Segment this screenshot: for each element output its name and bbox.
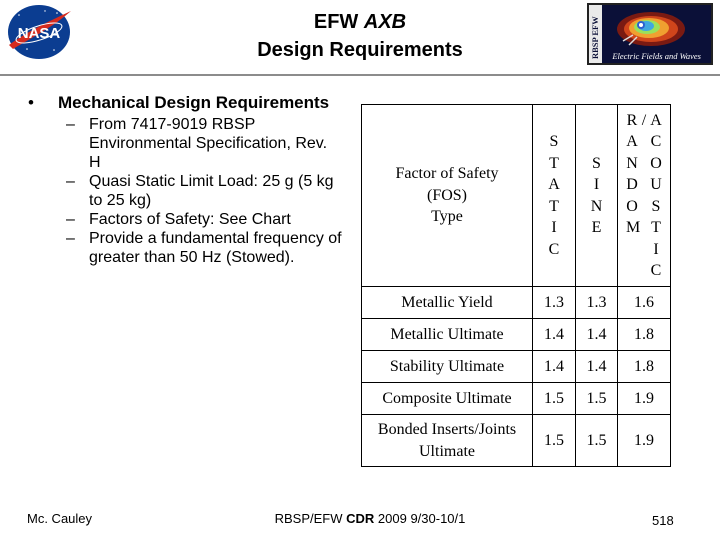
table-row xyxy=(362,287,671,319)
bullet-dot-icon: • xyxy=(28,93,34,112)
requirements-text xyxy=(22,93,342,267)
header-letter: A xyxy=(650,111,662,129)
sub-bullet-text: Factors of Safety: See Chart xyxy=(89,211,291,228)
cell-sine: 1.5 xyxy=(576,383,618,415)
sub-bullet-text: Quasi Static Limit Load: 25 g (5 kg to 25 kg) xyxy=(89,173,334,209)
header-random-letters xyxy=(626,110,641,282)
rbsp-efw-logo xyxy=(587,3,713,65)
header-letter: A xyxy=(548,176,560,193)
header-fos-type xyxy=(362,105,533,287)
header-fos-line: (FOS) xyxy=(426,186,467,204)
footer-prefix: RBSP/EFW xyxy=(274,511,347,526)
table-row xyxy=(362,415,671,467)
cell-random: 1.8 xyxy=(618,319,671,351)
header-letter: N xyxy=(626,154,638,172)
header-letter: T xyxy=(549,197,559,215)
nasa-logo-text: NASA xyxy=(17,25,61,42)
header-letter: I xyxy=(653,240,659,258)
header-divider xyxy=(0,74,720,76)
dash-icon: – xyxy=(66,230,75,247)
dash-icon: – xyxy=(66,173,75,190)
sub-bullet xyxy=(22,210,342,229)
cell-type: Composite Ultimate xyxy=(362,383,533,415)
header-letter: I xyxy=(593,176,600,193)
cell-type-line: Bonded Inserts/Joints xyxy=(377,421,517,438)
cell-random: 1.9 xyxy=(618,415,671,467)
footer-suffix: 2009 9/30-10/1 xyxy=(374,511,466,526)
header-letter: S xyxy=(651,197,661,215)
cell-static: 1.4 xyxy=(533,351,576,383)
header-slash-column xyxy=(640,110,648,282)
main-bullet xyxy=(22,93,342,112)
footer-author: Mc. Cauley xyxy=(27,511,93,526)
header-letter: C xyxy=(650,262,662,279)
cell-static: 1.5 xyxy=(533,415,576,467)
header-letter: N xyxy=(590,197,603,215)
sub-bullet-list xyxy=(22,115,342,267)
header-fos-line: Factor of Safety xyxy=(395,165,499,183)
cell-sine: 1.3 xyxy=(576,287,618,319)
cell-type: Metallic Ultimate xyxy=(362,319,533,351)
sub-bullet xyxy=(22,229,342,267)
header-letter: O xyxy=(626,197,638,215)
cell-sine: 1.4 xyxy=(576,351,618,383)
header-letter: R xyxy=(626,111,638,129)
header-fos-line: Type xyxy=(431,208,463,226)
header-letter: D xyxy=(626,176,638,193)
footer-center xyxy=(230,511,510,526)
header-letter: E xyxy=(591,219,602,236)
cell-type xyxy=(362,415,533,467)
cell-type-line: Ultimate xyxy=(419,442,475,460)
table-row xyxy=(362,351,671,383)
header-letter: C xyxy=(548,240,560,258)
header-letter: O xyxy=(650,154,662,172)
table-row xyxy=(362,319,671,351)
header-slash: / xyxy=(641,111,647,129)
cell-random: 1.9 xyxy=(618,383,671,415)
slide-title-line1 xyxy=(140,10,580,35)
sub-bullet xyxy=(22,172,342,210)
dash-icon: – xyxy=(66,116,75,133)
cell-static: 1.3 xyxy=(533,287,576,319)
sub-bullet-text: Provide a fundamental frequency of greater than 50 Hz (Stowed). xyxy=(89,230,342,266)
header-letter: T xyxy=(549,154,559,172)
table-row xyxy=(362,383,671,415)
header-random-acoustic xyxy=(618,105,671,287)
header-letter: U xyxy=(650,176,662,193)
slide-title-line2: Design Requirements xyxy=(257,39,463,61)
cell-static: 1.5 xyxy=(533,383,576,415)
cell-static: 1.4 xyxy=(533,319,576,351)
header-letter: C xyxy=(650,133,662,150)
cell-sine: 1.5 xyxy=(576,415,618,467)
nasa-logo xyxy=(5,3,73,61)
main-bullet-text: Mechanical Design Requirements xyxy=(58,93,330,112)
header-acoustic-letters xyxy=(650,110,662,282)
cell-random: 1.8 xyxy=(618,351,671,383)
header-letter: S xyxy=(592,154,601,172)
cell-random: 1.6 xyxy=(618,287,671,319)
footer-cdr: CDR xyxy=(346,511,375,526)
header-letter: S xyxy=(549,133,559,150)
header-letter: T xyxy=(651,219,661,236)
logo-caption: Electric Fields and Waves xyxy=(612,51,701,61)
header-letter: I xyxy=(551,219,557,236)
factor-of-safety-table xyxy=(361,104,671,467)
sub-bullet xyxy=(22,115,342,172)
title-italic: AXB xyxy=(363,11,407,33)
header-static xyxy=(533,105,576,287)
dash-icon: – xyxy=(66,211,75,228)
title-prefix: EFW xyxy=(313,11,359,33)
header-sine xyxy=(576,105,618,287)
header-letter: M xyxy=(626,219,641,236)
header-letter: A xyxy=(626,133,638,150)
logo-side-text: RBSP EFW xyxy=(590,16,600,59)
table-header-row xyxy=(362,105,671,287)
cell-type: Stability Ultimate xyxy=(362,351,533,383)
page-number: 518 xyxy=(652,513,674,528)
cell-sine: 1.4 xyxy=(576,319,618,351)
sub-bullet-text: From 7417-9019 RBSP Environmental Specification, Rev. H xyxy=(89,116,328,171)
cell-type: Metallic Yield xyxy=(362,287,533,319)
